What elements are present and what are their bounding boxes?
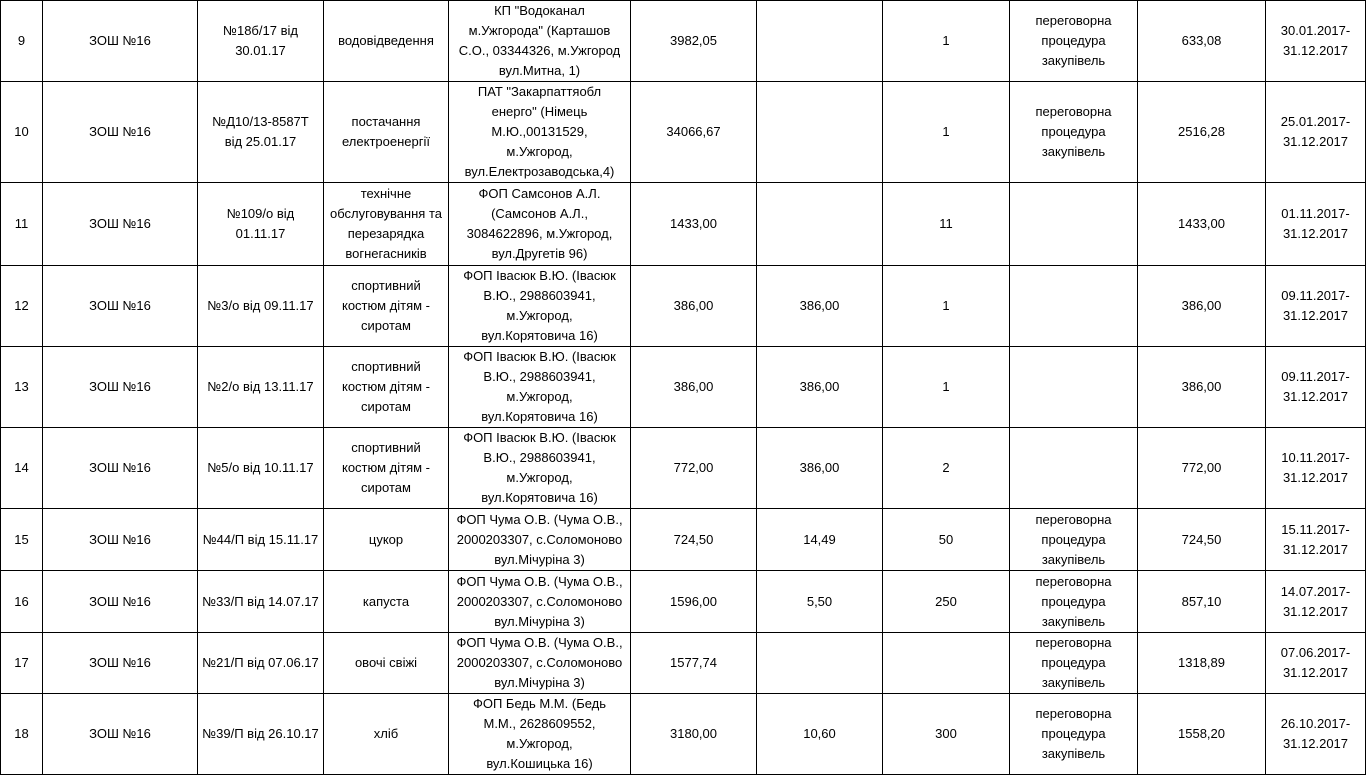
- procurement-procedure-cell: переговорна процедура закупівель: [1010, 1, 1138, 82]
- contract-period-cell: 10.11.2017- 31.12.2017: [1266, 428, 1366, 509]
- table-row: [1, 266, 1366, 347]
- supplier-details-cell: ФОП Чума О.В. (Чума О.В., 2000203307, с.Соломоново вул.Мічуріна 3): [449, 633, 631, 694]
- supplier-details-cell: ФОП Бедь М.М. (Бедь М.М., 2628609552, м.Ужгород, вул.Кошицька 16): [449, 694, 631, 775]
- school-name-cell: ЗОШ №16: [43, 183, 198, 266]
- supplier-details-cell: ФОП Івасюк В.Ю. (Івасюк В.Ю., 2988603941, м.Ужгород, вул.Корятовича 16): [449, 428, 631, 509]
- quantity-cell: 1: [883, 1, 1010, 82]
- contract-amount-cell: 1577,74: [631, 633, 757, 694]
- row-number-cell: 9: [1, 1, 43, 82]
- supplier-details-cell: ФОП Івасюк В.Ю. (Івасюк В.Ю., 2988603941, м.Ужгород, вул.Корятовича 16): [449, 266, 631, 347]
- paid-amount-cell: 386,00: [1138, 266, 1266, 347]
- row-number-cell: 17: [1, 633, 43, 694]
- school-name-cell: ЗОШ №16: [43, 509, 198, 571]
- contract-period-cell: 09.11.2017- 31.12.2017: [1266, 266, 1366, 347]
- procurement-subject-cell: овочі свіжі: [324, 633, 449, 694]
- paid-amount-cell: 772,00: [1138, 428, 1266, 509]
- procurement-procedure-cell: переговорна процедура закупівель: [1010, 633, 1138, 694]
- procurement-procedure-cell: переговорна процедура закупівель: [1010, 571, 1138, 633]
- school-name-cell: ЗОШ №16: [43, 266, 198, 347]
- contract-number-cell: №39/П від 26.10.17: [198, 694, 324, 775]
- school-name-cell: ЗОШ №16: [43, 694, 198, 775]
- unit-price-cell: 14,49: [757, 509, 883, 571]
- contract-number-cell: №18б/17 від 30.01.17: [198, 1, 324, 82]
- paid-amount-cell: 1318,89: [1138, 633, 1266, 694]
- school-name-cell: ЗОШ №16: [43, 82, 198, 183]
- procurement-procedure-cell: [1010, 183, 1138, 266]
- quantity-cell: 50: [883, 509, 1010, 571]
- quantity-cell: 250: [883, 571, 1010, 633]
- paid-amount-cell: 724,50: [1138, 509, 1266, 571]
- table-row: [1, 347, 1366, 428]
- quantity-cell: 1: [883, 82, 1010, 183]
- paid-amount-cell: 633,08: [1138, 1, 1266, 82]
- contract-number-cell: №109/о від 01.11.17: [198, 183, 324, 266]
- contract-amount-cell: 3180,00: [631, 694, 757, 775]
- paid-amount-cell: 1433,00: [1138, 183, 1266, 266]
- contract-period-cell: 14.07.2017- 31.12.2017: [1266, 571, 1366, 633]
- row-number-cell: 15: [1, 509, 43, 571]
- table-row: [1, 428, 1366, 509]
- contract-number-cell: №3/о від 09.11.17: [198, 266, 324, 347]
- procurement-subject-cell: водовідведення: [324, 1, 449, 82]
- table-row: [1, 633, 1366, 694]
- table-row: [1, 183, 1366, 266]
- paid-amount-cell: 386,00: [1138, 347, 1266, 428]
- row-number-cell: 16: [1, 571, 43, 633]
- row-number-cell: 18: [1, 694, 43, 775]
- table-row: [1, 694, 1366, 775]
- supplier-details-cell: ФОП Івасюк В.Ю. (Івасюк В.Ю., 2988603941, м.Ужгород, вул.Корятовича 16): [449, 347, 631, 428]
- procurement-procedure-cell: переговорна процедура закупівель: [1010, 82, 1138, 183]
- contract-number-cell: №21/П від 07.06.17: [198, 633, 324, 694]
- procurement-subject-cell: технічне обслуговування та перезарядка вогнегасників: [324, 183, 449, 266]
- paid-amount-cell: 1558,20: [1138, 694, 1266, 775]
- school-name-cell: ЗОШ №16: [43, 633, 198, 694]
- contract-amount-cell: 1433,00: [631, 183, 757, 266]
- supplier-details-cell: ФОП Чума О.В. (Чума О.В., 2000203307, с.Соломоново вул.Мічуріна 3): [449, 571, 631, 633]
- table-row: [1, 571, 1366, 633]
- quantity-cell: [883, 633, 1010, 694]
- contract-period-cell: 30.01.2017- 31.12.2017: [1266, 1, 1366, 82]
- procurement-procedure-cell: [1010, 266, 1138, 347]
- contract-number-cell: №44/П від 15.11.17: [198, 509, 324, 571]
- procurement-procedure-cell: переговорна процедура закупівель: [1010, 509, 1138, 571]
- row-number-cell: 10: [1, 82, 43, 183]
- paid-amount-cell: 2516,28: [1138, 82, 1266, 183]
- contract-amount-cell: 3982,05: [631, 1, 757, 82]
- quantity-cell: 2: [883, 428, 1010, 509]
- school-name-cell: ЗОШ №16: [43, 571, 198, 633]
- contract-number-cell: №Д10/13-8587Т від 25.01.17: [198, 82, 324, 183]
- procurement-subject-cell: постачання електроенергії: [324, 82, 449, 183]
- supplier-details-cell: ПАТ "Закарпаттяобл енерго" (Німець М.Ю.,00131529, м.Ужгород, вул.Електрозаводська,4): [449, 82, 631, 183]
- supplier-details-cell: КП "Водоканал м.Ужгорода" (Карташов С.О., 03344326, м.Ужгород вул.Митна, 1): [449, 1, 631, 82]
- contract-amount-cell: 386,00: [631, 347, 757, 428]
- quantity-cell: 300: [883, 694, 1010, 775]
- procurement-subject-cell: капуста: [324, 571, 449, 633]
- supplier-details-cell: ФОП Самсонов А.Л. (Самсонов А.Л., 3084622896, м.Ужгород, вул.Другетів 96): [449, 183, 631, 266]
- contract-number-cell: №5/о від 10.11.17: [198, 428, 324, 509]
- procurement-procedure-cell: [1010, 428, 1138, 509]
- unit-price-cell: [757, 633, 883, 694]
- contract-amount-cell: 1596,00: [631, 571, 757, 633]
- contract-period-cell: 01.11.2017- 31.12.2017: [1266, 183, 1366, 266]
- procurement-procedure-cell: переговорна процедура закупівель: [1010, 694, 1138, 775]
- procurement-procedure-cell: [1010, 347, 1138, 428]
- school-name-cell: ЗОШ №16: [43, 428, 198, 509]
- unit-price-cell: [757, 183, 883, 266]
- table-row: [1, 509, 1366, 571]
- unit-price-cell: [757, 82, 883, 183]
- row-number-cell: 14: [1, 428, 43, 509]
- supplier-details-cell: ФОП Чума О.В. (Чума О.В., 2000203307, с.Соломоново вул.Мічуріна 3): [449, 509, 631, 571]
- procurement-subject-cell: спортивний костюм дітям - сиротам: [324, 428, 449, 509]
- unit-price-cell: 386,00: [757, 428, 883, 509]
- contract-period-cell: 15.11.2017- 31.12.2017: [1266, 509, 1366, 571]
- contract-amount-cell: 772,00: [631, 428, 757, 509]
- school-name-cell: ЗОШ №16: [43, 1, 198, 82]
- contract-amount-cell: 34066,67: [631, 82, 757, 183]
- quantity-cell: 1: [883, 347, 1010, 428]
- unit-price-cell: 386,00: [757, 266, 883, 347]
- table-row: [1, 1, 1366, 82]
- contract-period-cell: 25.01.2017- 31.12.2017: [1266, 82, 1366, 183]
- procurement-subject-cell: цукор: [324, 509, 449, 571]
- quantity-cell: 1: [883, 266, 1010, 347]
- procurement-subject-cell: спортивний костюм дітям - сиротам: [324, 347, 449, 428]
- unit-price-cell: 5,50: [757, 571, 883, 633]
- contract-amount-cell: 386,00: [631, 266, 757, 347]
- row-number-cell: 13: [1, 347, 43, 428]
- school-name-cell: ЗОШ №16: [43, 347, 198, 428]
- table-row: [1, 82, 1366, 183]
- unit-price-cell: 386,00: [757, 347, 883, 428]
- contract-amount-cell: 724,50: [631, 509, 757, 571]
- unit-price-cell: [757, 1, 883, 82]
- quantity-cell: 11: [883, 183, 1010, 266]
- row-number-cell: 12: [1, 266, 43, 347]
- contract-period-cell: 07.06.2017- 31.12.2017: [1266, 633, 1366, 694]
- row-number-cell: 11: [1, 183, 43, 266]
- contract-period-cell: 26.10.2017- 31.12.2017: [1266, 694, 1366, 775]
- contract-number-cell: №33/П від 14.07.17: [198, 571, 324, 633]
- procurement-subject-cell: спортивний костюм дітям - сиротам: [324, 266, 449, 347]
- unit-price-cell: 10,60: [757, 694, 883, 775]
- contract-period-cell: 09.11.2017- 31.12.2017: [1266, 347, 1366, 428]
- paid-amount-cell: 857,10: [1138, 571, 1266, 633]
- contract-number-cell: №2/о від 13.11.17: [198, 347, 324, 428]
- procurement-subject-cell: хліб: [324, 694, 449, 775]
